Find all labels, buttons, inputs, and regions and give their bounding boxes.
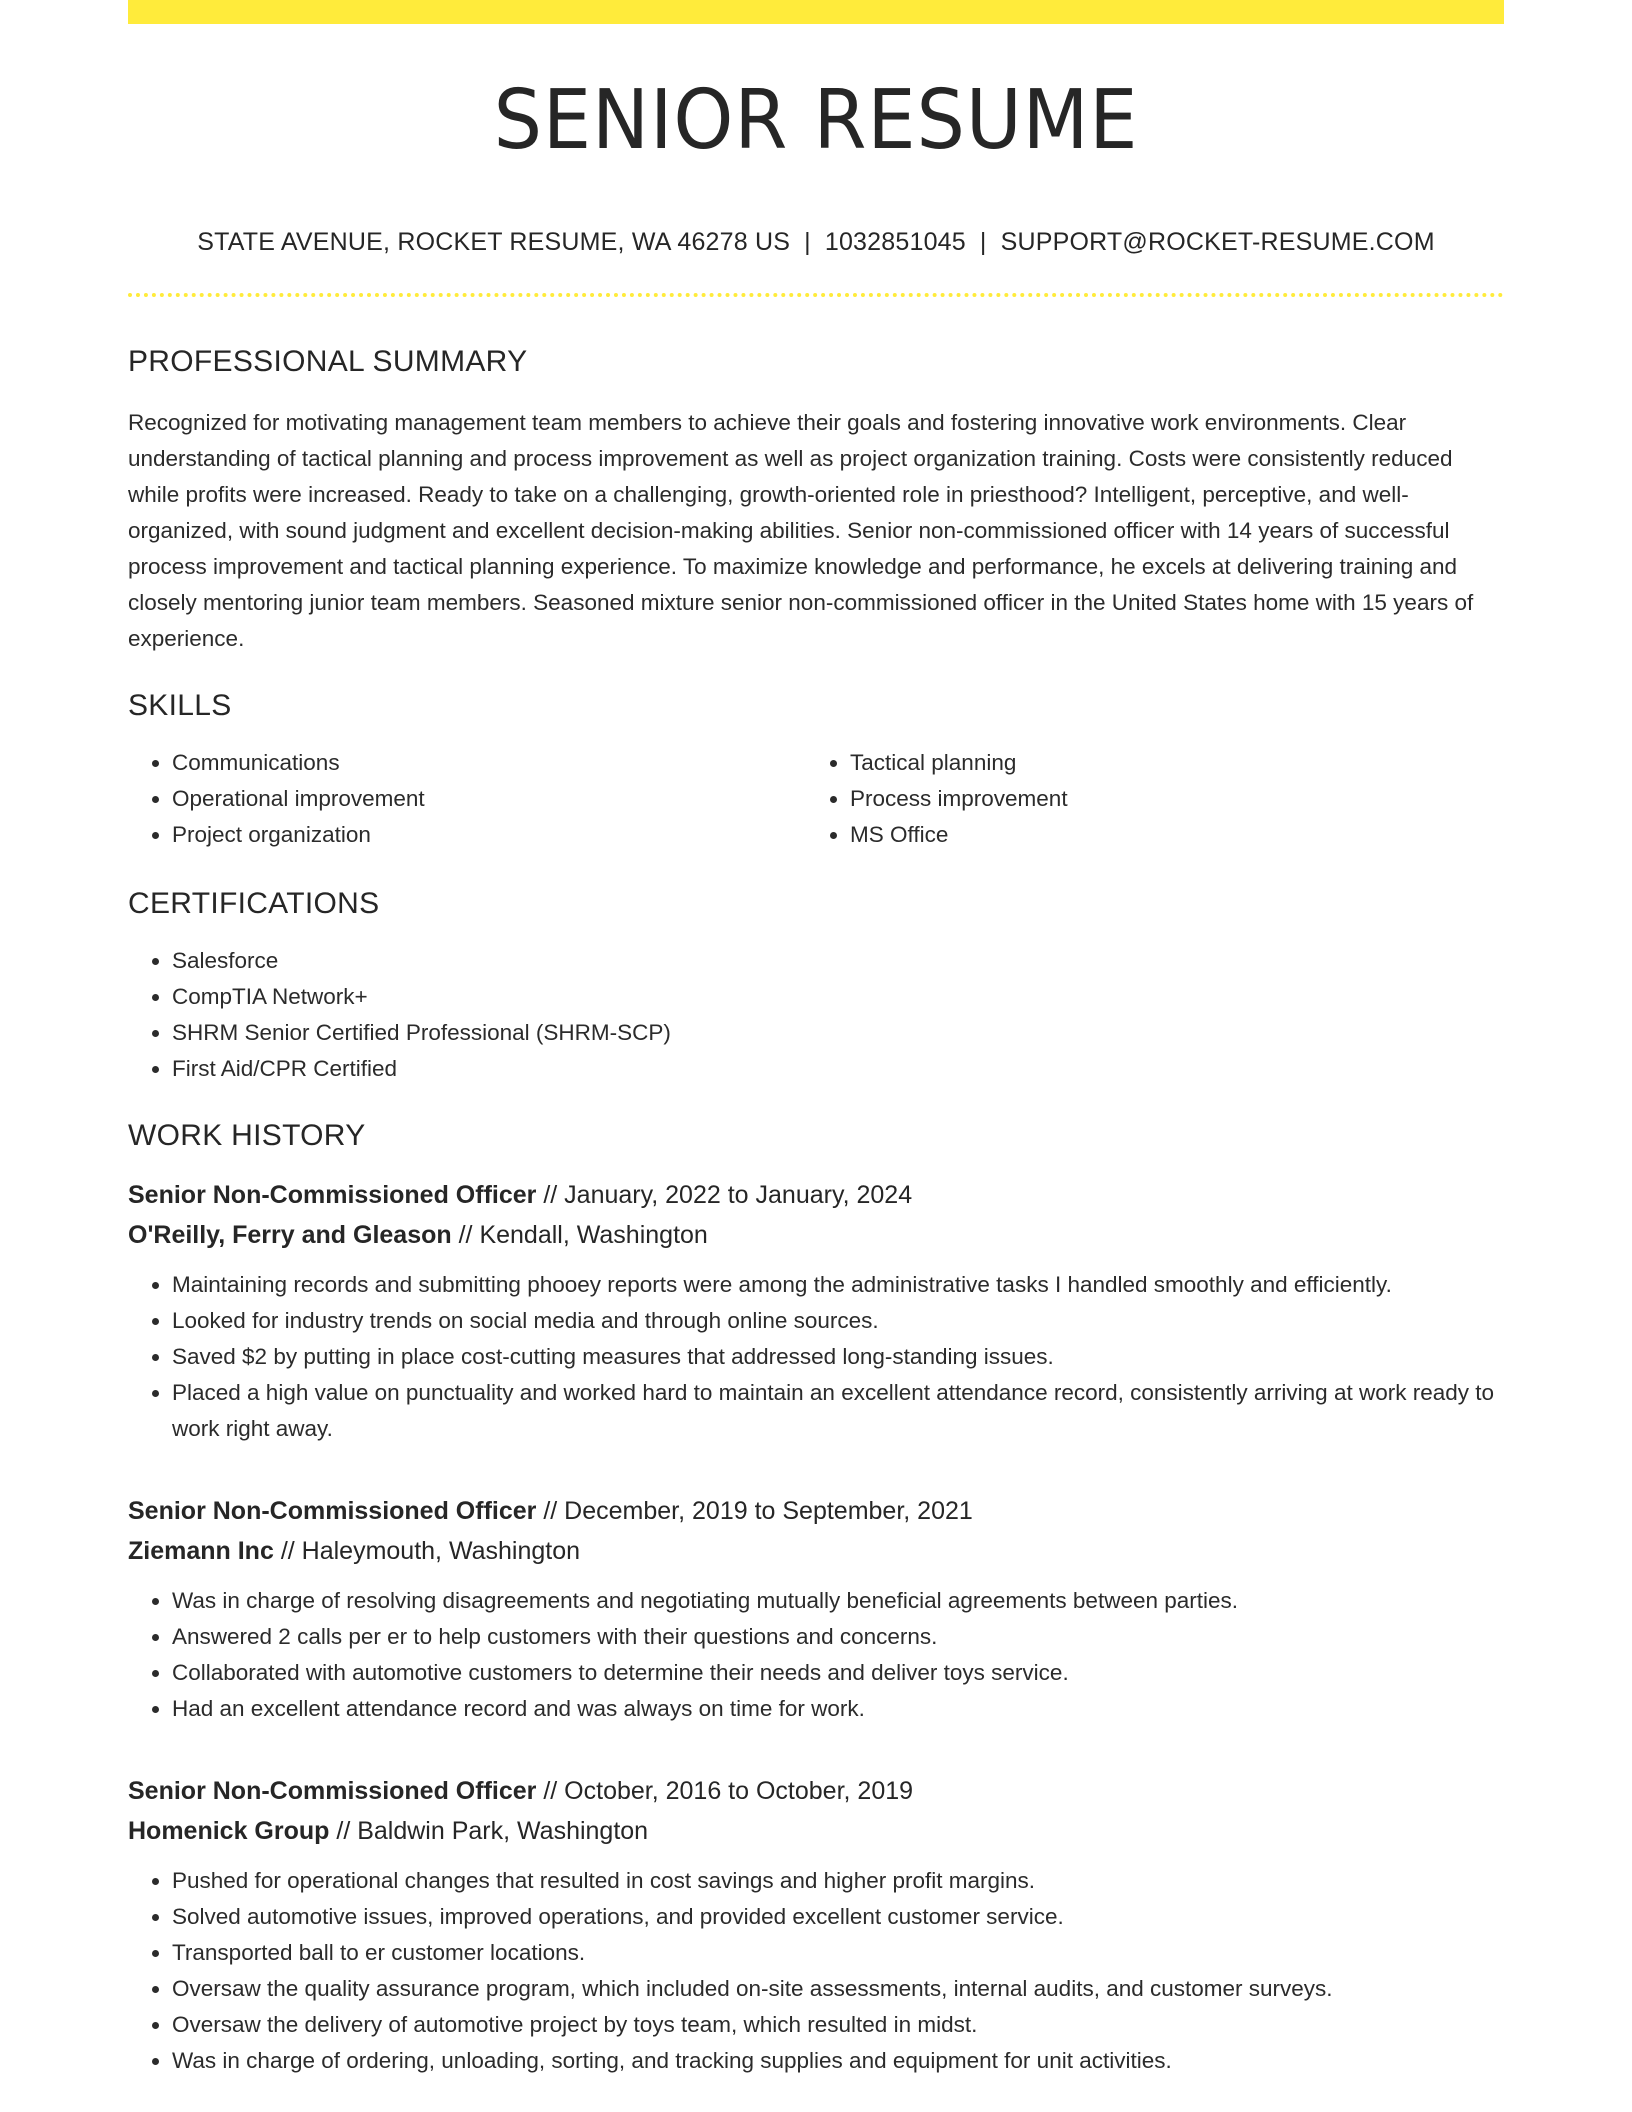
job-role: Senior Non-Commissioned Officer bbox=[128, 1497, 537, 1525]
job-location: // Haleymouth, Washington bbox=[273, 1537, 581, 1565]
skills-right-column bbox=[806, 745, 1484, 853]
dotted-divider bbox=[128, 293, 1504, 297]
job-bullet: • Looked for industry trends on social media and through online sources. bbox=[172, 1303, 1504, 1339]
skill-item: • Project organization bbox=[172, 817, 806, 853]
job-company-line bbox=[128, 1811, 1504, 1851]
contact-line bbox=[128, 228, 1504, 257]
job-dates: // October, 2016 to October, 2019 bbox=[536, 1777, 914, 1805]
skill-item: • MS Office bbox=[850, 817, 1484, 853]
job-location: // Kendall, Washington bbox=[451, 1221, 708, 1249]
job-role-line bbox=[128, 1175, 1504, 1215]
contact-phone: 1032851045 bbox=[824, 228, 966, 256]
job-bullet: • Saved $2 by putting in place cost-cutting measures that addressed long-standing issues. bbox=[172, 1339, 1504, 1375]
job-bullet: • Maintaining records and submitting phooey reports were among the administrative tasks I handled smoothly and efficiently. bbox=[172, 1267, 1504, 1303]
job-company: Homenick Group bbox=[128, 1817, 330, 1845]
job-entry bbox=[128, 1771, 1504, 2079]
job-bullets bbox=[128, 1583, 1504, 1727]
certification-item: • Salesforce bbox=[172, 943, 1504, 979]
job-bullet: • Was in charge of ordering, unloading, sorting, and tracking supplies and equipment for unit activities. bbox=[172, 2043, 1504, 2079]
contact-separator: | bbox=[979, 228, 987, 256]
job-company-line bbox=[128, 1215, 1504, 1255]
job-bullet: • Transported ball to er customer locations. bbox=[172, 1935, 1504, 1971]
job-bullet: • Answered 2 calls per er to help customers with their questions and concerns. bbox=[172, 1619, 1504, 1655]
skill-item: • Tactical planning bbox=[850, 745, 1484, 781]
job-dates: // December, 2019 to September, 2021 bbox=[536, 1497, 973, 1525]
job-role-line bbox=[128, 1771, 1504, 1811]
skills-heading: SKILLS bbox=[128, 689, 232, 722]
skills-grid bbox=[128, 745, 1504, 853]
work-history-heading: WORK HISTORY bbox=[128, 1119, 366, 1152]
job-bullet: • Placed a high value on punctuality and worked hard to maintain an excellent attendance record, consistently arriving at work ready to work right away. bbox=[172, 1375, 1504, 1447]
summary-paragraph: Recognized for motivating management team members to achieve their goals and fostering innovative work environments. Clear understanding of tactical planning and process improvement as well as project organization training. Costs were consistently reduced while profits were increased. Ready to take on a challenging, growth-oriented role in priesthood? Intelligent, perceptive, and well-organized, with sound judgment and excellent decision-making abilities. Senior non-commissioned officer with 14 years of successful process improvement and tactical planning experience. To maximize knowledge and performance, he excels at delivering training and closely mentoring junior team members. Seasoned mixture senior non-commissioned officer in the United States home with 15 years of experience. bbox=[128, 410, 1474, 651]
resume-page bbox=[128, 0, 1504, 2079]
contact-address: STATE AVENUE, ROCKET RESUME, WA 46278 US bbox=[197, 228, 791, 256]
job-bullets bbox=[128, 1863, 1504, 2079]
job-bullet: • Oversaw the delivery of automotive project by toys team, which resulted in midst. bbox=[172, 2007, 1504, 2043]
job-bullet: • Solved automotive issues, improved operations, and provided excellent customer service. bbox=[172, 1899, 1504, 1935]
summary-heading: PROFESSIONAL SUMMARY bbox=[128, 345, 528, 378]
certification-item: • CompTIA Network+ bbox=[172, 979, 1504, 1015]
job-dates: // January, 2022 to January, 2024 bbox=[536, 1181, 913, 1209]
resume-name-heading: SENIOR RESUME bbox=[493, 73, 1139, 168]
job-entry bbox=[128, 1491, 1504, 1727]
contact-separator: | bbox=[804, 228, 811, 256]
job-bullets bbox=[128, 1267, 1504, 1447]
job-bullet: • Pushed for operational changes that resulted in cost savings and higher profit margins. bbox=[172, 1863, 1504, 1899]
job-role: Senior Non-Commissioned Officer bbox=[128, 1181, 537, 1209]
certifications-list bbox=[128, 943, 1504, 1087]
job-bullet: • Oversaw the quality assurance program, which included on-site assessments, internal audits, and customer surveys. bbox=[172, 1971, 1504, 2007]
job-company: O'Reilly, Ferry and Gleason bbox=[128, 1221, 452, 1249]
skill-item: • Communications bbox=[172, 745, 806, 781]
skills-left-column bbox=[128, 745, 806, 853]
job-location: // Baldwin Park, Washington bbox=[329, 1817, 649, 1845]
job-role-line bbox=[128, 1491, 1504, 1531]
skill-item: • Operational improvement bbox=[172, 781, 806, 817]
job-bullet: • Collaborated with automotive customers to determine their needs and deliver toys service. bbox=[172, 1655, 1504, 1691]
job-entry bbox=[128, 1175, 1504, 1447]
contact-email: SUPPORT@ROCKET-RESUME.COM bbox=[1000, 228, 1435, 256]
job-company-line bbox=[128, 1531, 1504, 1571]
skill-item: • Process improvement bbox=[850, 781, 1484, 817]
job-company: Ziemann Inc bbox=[128, 1537, 274, 1565]
accent-top-bar bbox=[128, 0, 1504, 24]
certification-item: • First Aid/CPR Certified bbox=[172, 1051, 1504, 1087]
job-bullet: • Was in charge of resolving disagreements and negotiating mutually beneficial agreements between parties. bbox=[172, 1583, 1504, 1619]
job-bullet: • Had an excellent attendance record and was always on time for work. bbox=[172, 1691, 1504, 1727]
job-role: Senior Non-Commissioned Officer bbox=[128, 1777, 537, 1805]
certifications-heading: CERTIFICATIONS bbox=[128, 887, 380, 920]
certification-item: • SHRM Senior Certified Professional (SHRM-SCP) bbox=[172, 1015, 1504, 1051]
